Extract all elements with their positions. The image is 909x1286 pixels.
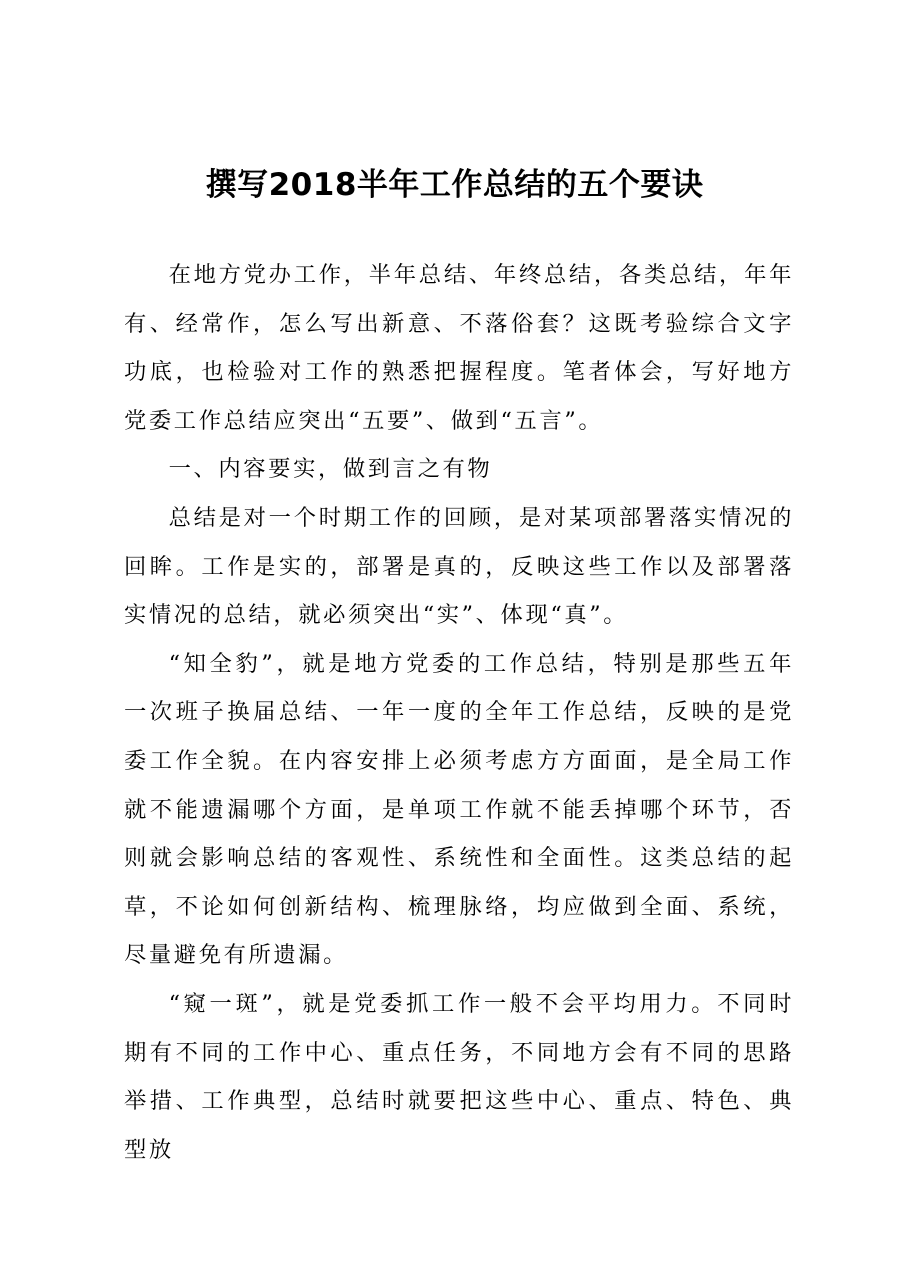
paragraph-zhi-quan-bao: “知全豹”，就是地方党委的工作总结，特别是那些五年一次班子换届总结、一年一度的全年工作总结，反映的是党委工作全貌。在内容安排上必须考虑方方面面，是全局工作就不能遗漏哪个方面，是单项工作就不能丢掉哪个环节，否则就会影响总结的客观性、系统性和全面性。这类总结的起草，不论如何创新结构、梳理脉络，均应做到全面、系统，尽量避免有所遗漏。: [124, 650, 794, 969]
paragraph-summary-definition: 总结是对一个时期工作的回顾，是对某项部署落实情况的回眸。工作是实的，部署是真的，反映这些工作以及部署落实情况的总结，就必须突出“实”、体现“真”。: [124, 504, 794, 629]
document-body: [124, 251, 794, 1174]
section-heading-1: 一、内容要实，做到言之有物: [168, 456, 493, 483]
document-title: 撰写2018半年工作总结的五个要诀: [205, 167, 704, 203]
paragraph-intro: 在地方党办工作，半年总结、年终总结，各类总结，年年有、经常作，怎么写出新意、不落俗套？这既考验综合文字功底，也检验对工作的熟悉把握程度。笔者体会，写好地方党委工作总结应突出“五要”、做到“五言”。: [124, 262, 794, 434]
paragraph-kui-yi-ban: “窥一斑”，就是党委抓工作一般不会平均用力。不同时期有不同的工作中心、重点任务，不同地方会有不同的思路举措、工作典型，总结时就要把这些中心、重点、特色、典型放: [124, 990, 794, 1163]
